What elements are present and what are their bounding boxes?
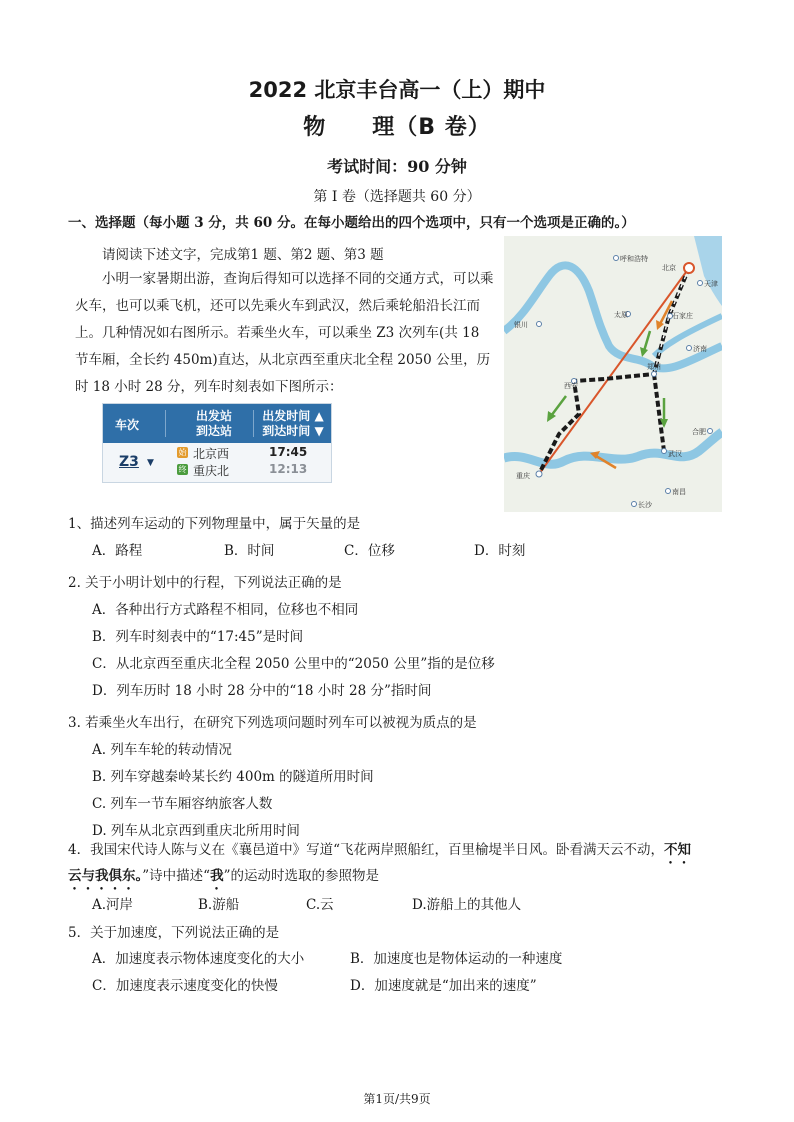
- arrival-station: 重庆北: [193, 464, 230, 478]
- q2-option-b[interactable]: B．列车时刻表中的“17:45”是时间: [92, 629, 304, 645]
- question-4-stem-line1: 4．我国宋代诗人陈与义在《襄邑道中》写道“飞花两岸照船红，百里榆堤半日风。卧看满天云不动，不知: [68, 842, 691, 858]
- timetable-row: [103, 443, 331, 482]
- question-2-stem: 2. 关于小明计划中的行程，下列说法正确的是: [68, 575, 342, 591]
- passage-instruction: 请阅读下述文字，完成第1 题、第2 题、第3 题: [102, 247, 384, 263]
- q3-option-d[interactable]: D. 列车从北京西到重庆北所用时间: [92, 823, 300, 839]
- passage-text: 小明一家暑期出游，查询后得知可以选择不同的交通方式，可以乘火车，也可以乘飞机，还可以先乘火车到武汉，然后乘轮船沿长江而上。几种情况如右图所示。若乘坐火车，可以乘坐 Z3 次列车(共 18 节车厢，全长约 450m)直达，从北京西至重庆北全程 2050 公里，历时 18 小时 28 分，列车时刻表如下图所示：: [75, 271, 494, 395]
- q3-option-c[interactable]: C. 列车一节车厢容纳旅客人数: [92, 796, 273, 812]
- label-beijing: 北京: [662, 264, 676, 272]
- arrival-time: 12:13: [269, 462, 308, 476]
- departure-station: 北京西: [193, 447, 230, 461]
- subject-right: 理（B 卷）: [372, 115, 491, 140]
- beijing-marker: [684, 263, 694, 273]
- col-station: 出发站 到达站: [195, 409, 232, 438]
- q5-option-b[interactable]: B．加速度也是物体运动的一种速度: [350, 951, 563, 967]
- label-changsha: 长沙: [638, 501, 652, 509]
- volume-label: 第 I 卷（选择题共 60 分）: [313, 189, 481, 205]
- page-number: 第1页/共9页: [363, 1092, 431, 1106]
- q3-option-b[interactable]: B. 列车穿越秦岭某长约 400m 的隧道所用时间: [92, 769, 374, 785]
- question-4-stem-line2: 云与我俱东。”诗中描述“我”的运动时选取的参照物是: [68, 868, 379, 884]
- start-station-badge: 始: [178, 448, 187, 457]
- q2-option-a[interactable]: A．各种出行方式路程不相同，位移也不相同: [92, 602, 359, 618]
- q5-option-d[interactable]: D．加速度就是“加出来的速度”: [350, 978, 537, 994]
- col-train: 车次: [115, 418, 140, 432]
- q1-option-c[interactable]: C．位移: [344, 543, 395, 559]
- q1-option-b[interactable]: B．时间: [224, 543, 275, 559]
- question-5-stem: 5．关于加速度，下列说法正确的是: [68, 925, 280, 941]
- exam-title: 2022 北京丰台高一（上）期中: [248, 78, 546, 102]
- label-nanchang: 南昌: [672, 488, 686, 496]
- chevron-down-icon[interactable]: ▼: [147, 458, 154, 468]
- emphasis-text: 不知: [664, 842, 691, 858]
- timetable-header: [103, 404, 331, 443]
- q1-option-d[interactable]: D．时刻: [474, 543, 526, 559]
- q5-option-c[interactable]: C．加速度表示速度变化的快慢: [92, 978, 278, 994]
- label-hefei: 合肥: [692, 428, 706, 436]
- section-heading: 一、选择题（每小题 3 分，共 60 分。在每小题给出的四个选项中，只有一个选项是正确的。）: [68, 215, 635, 231]
- question-3-stem: 3. 若乘坐火车出行，在研究下列选项问题时列车可以被视为质点的是: [68, 715, 477, 731]
- label-jinan: 济南: [693, 345, 707, 353]
- label-wuhan: 武汉: [668, 450, 682, 458]
- q5-option-a[interactable]: A．加速度表示物体速度变化的大小: [92, 951, 305, 967]
- col-time[interactable]: 出发时间 ▲ 到达时间 ▼: [262, 409, 324, 438]
- label-yinchuan: 银川: [514, 321, 528, 329]
- q4-option-a[interactable]: A.河岸: [92, 897, 134, 913]
- q4-option-d[interactable]: D.游船上的其他人: [412, 897, 522, 913]
- route-map: [504, 236, 722, 512]
- label-tianjin: 天津: [704, 280, 718, 288]
- label-taiyuan: 太原: [614, 311, 628, 319]
- subject-left: 物: [303, 115, 327, 140]
- train-number-link[interactable]: Z3: [119, 454, 139, 470]
- end-station-badge: 终: [178, 465, 187, 474]
- exam-time: 考试时间：90 分钟: [327, 157, 467, 176]
- subject-title: [0, 110, 794, 141]
- label-shijiazhuang: 石家庄: [672, 312, 693, 320]
- question-1-stem: 1、描述列车运动的下列物理量中，属于矢量的是: [68, 516, 361, 532]
- departure-time: 17:45: [269, 445, 308, 459]
- label-zhengzhou: 郑州: [647, 363, 661, 371]
- train-timetable: [102, 403, 332, 483]
- q1-option-a[interactable]: A．路程: [92, 543, 143, 559]
- q4-option-b[interactable]: B.游船: [198, 897, 240, 913]
- q2-option-d[interactable]: D．列车历时 18 小时 28 分中的“18 小时 28 分”指时间: [92, 683, 432, 699]
- label-chongqing: 重庆: [516, 472, 530, 480]
- q4-option-c[interactable]: C.云: [306, 897, 334, 913]
- q3-option-a[interactable]: A. 列车车轮的转动情况: [92, 742, 232, 758]
- label-xian: 西安: [564, 382, 578, 390]
- label-hohhot: 呼和浩特: [620, 255, 648, 263]
- q2-option-c[interactable]: C．从北京西至重庆北全程 2050 公里中的“2050 公里”指的是位移: [92, 656, 495, 672]
